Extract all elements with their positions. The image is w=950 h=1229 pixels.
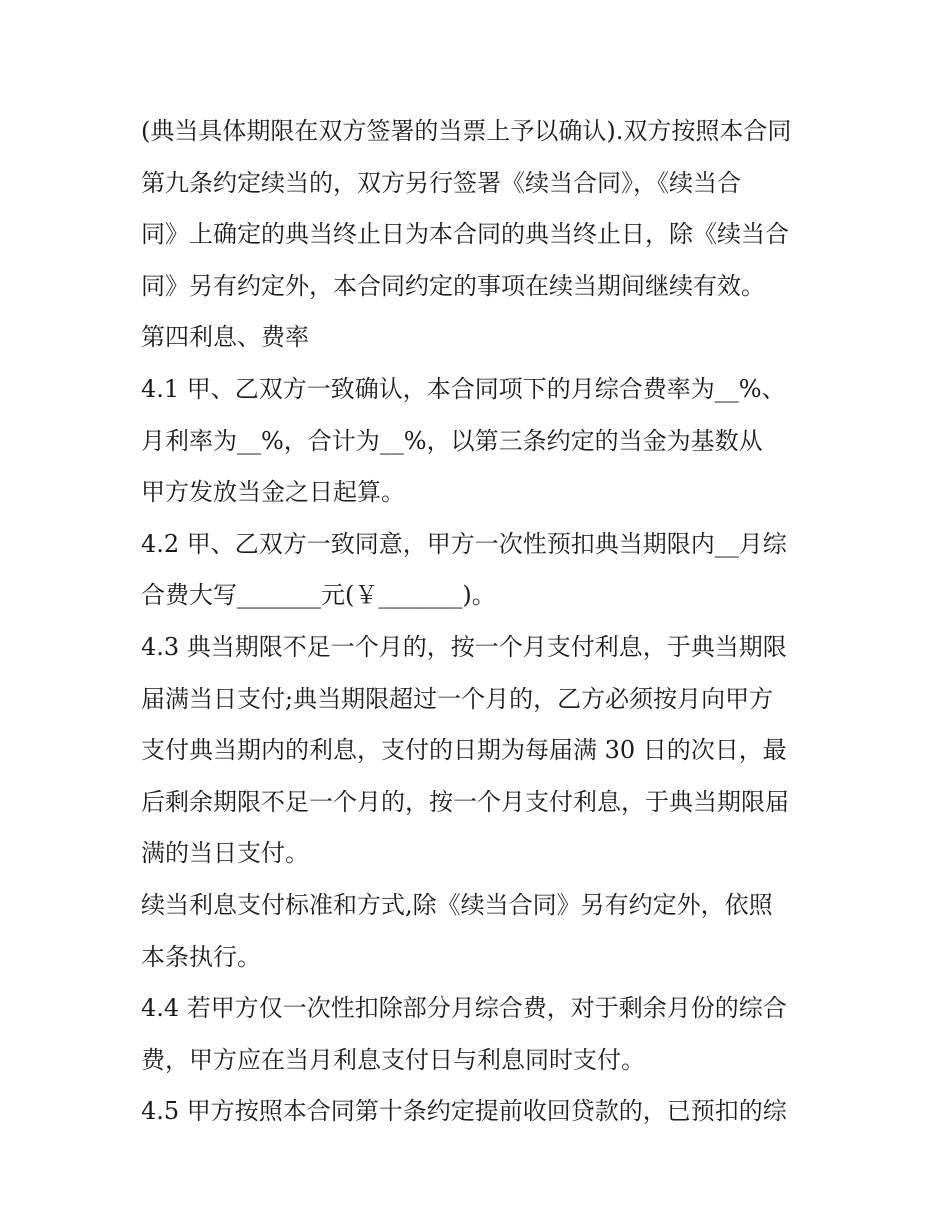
text-line: 本条执行。 (141, 942, 261, 971)
text-line: 第九条约定续当的，双方另行签署《续当合同》，《续当合 (141, 168, 741, 197)
clause-4-5: 4.5 甲方按照本合同第十条约定提前收回贷款的，已预扣的综 (141, 1097, 787, 1126)
text-line: 续当利息支付标准和方式,除《续当合同》另有约定外，依照 (141, 890, 773, 919)
clause-4-3: 4.3 典当期限不足一个月的，按一个月支付利息，于典当期限 (141, 632, 787, 661)
text-line: 费，甲方应在当月利息支付日与利息同时支付。 (141, 1045, 645, 1074)
text-line: 届满当日支付;典当期限超过一个月的，乙方必须按月向甲方 (141, 684, 774, 713)
text-line: 月利率为__%，合计为__%，以第三条约定的当金为基数从 (141, 426, 763, 455)
text-line: 后剩余期限不足一个月的，按一个月支付利息，于典当期限届 (141, 787, 789, 816)
text-line: 同》另有约定外，本合同约定的事项在续当期间继续有效。 (141, 271, 765, 300)
text-line: 甲方发放当金之日起算。 (141, 478, 405, 507)
clause-4-1: 4.1 甲、乙双方一致确认，本合同项下的月综合费率为__%、 (141, 374, 786, 403)
document-body (141, 106, 821, 1138)
text-line: 同》上确定的典当终止日为本合同的典当终止日，除《续当合 (141, 220, 789, 249)
clause-4-2: 4.2 甲、乙双方一致同意，甲方一次性预扣典当期限内__月综 (141, 529, 787, 558)
clause-4-4: 4.4 若甲方仅一次性扣除部分月综合费，对于剩余月份的综合 (141, 994, 787, 1023)
text-line: 支付典当期内的利息，支付的日期为每届满 30 日的次日，最 (141, 736, 787, 765)
text-line: 合费大写_______元(￥_______)。 (141, 581, 496, 610)
text-line: 满的当日支付。 (141, 839, 309, 868)
section-heading: 第四利息、费率 (141, 323, 309, 352)
text-line: (典当具体期限在双方签署的当票上予以确认).双方按照本合同 (141, 117, 792, 145)
